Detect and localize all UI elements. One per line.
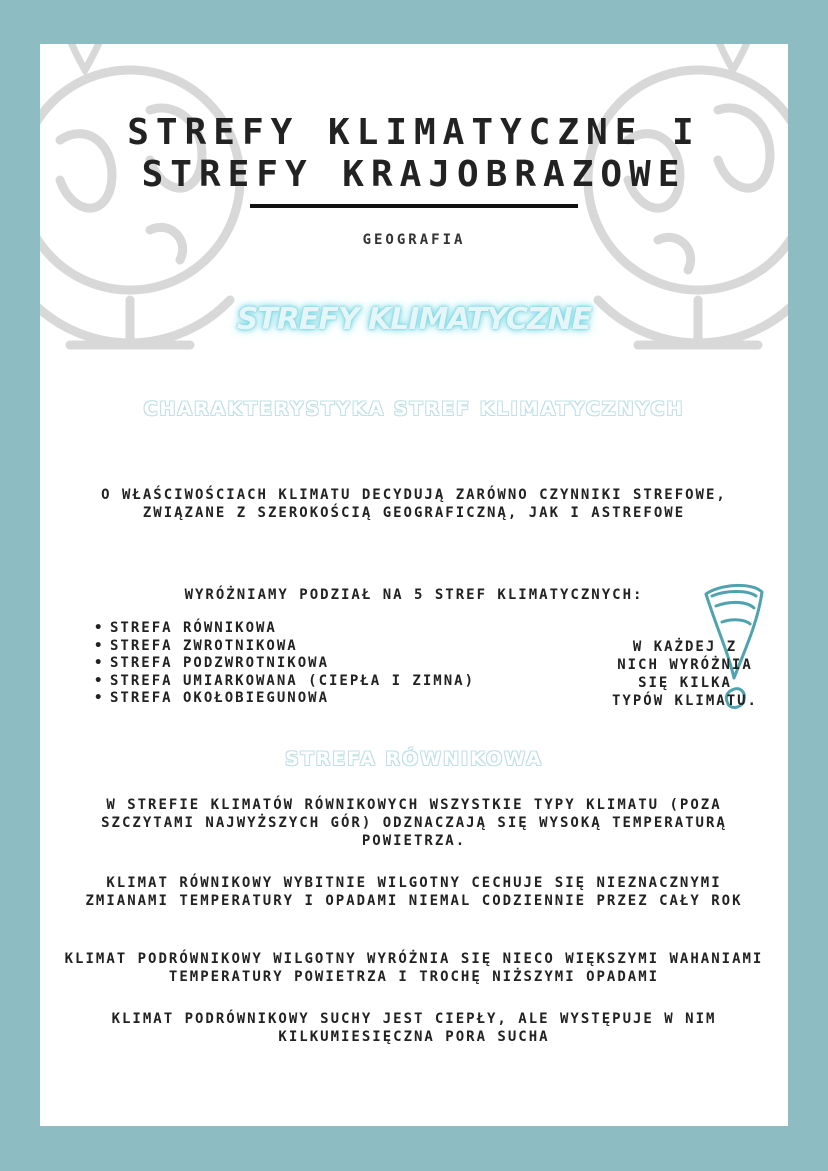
equatorial-paragraph: KLIMAT PODRÓWNIKOWY WILGOTNY WYRÓŻNIA SIĘ NIECO WIĘKSZYMI WAHANIAMI TEMPERATURY POWIETRZA I TROCHĘ NIŻSZYMI OPADAMI — [64, 951, 764, 985]
subject-label: GEOGRAFIA — [362, 232, 466, 248]
list-item: • STREFA UMIARKOWANA (CIEPŁA I ZIMNA) — [94, 673, 475, 691]
list-item: • STREFA PODZWROTNIKOWA — [94, 655, 475, 673]
map-pin-icon — [713, 44, 753, 70]
title-underline — [250, 204, 578, 208]
subheading-equatorial: STREFA RÓWNIKOWA — [285, 748, 543, 770]
title-line-2: STREFY KRAJOBRAZOWE — [141, 154, 687, 195]
document-page — [40, 44, 788, 1126]
zones-list — [94, 620, 475, 708]
map-pin-icon — [65, 44, 105, 70]
globe-icon — [40, 44, 260, 400]
section-title: STREFY KLIMATYCZNE — [236, 302, 592, 337]
division-lead: WYRÓŻNIAMY PODZIAŁ NA 5 STREF KLIMATYCZNYCH: — [184, 587, 644, 603]
equatorial-paragraph: W STREFIE KLIMATÓW RÓWNIKOWYCH WSZYSTKIE TYPY KLIMATU (POZA SZCZYTAMI NAJWYŻSZYCH GÓR) ODZNACZAJĄ SIĘ WYSOKĄ TEMPERATURĄ POWIETRZA. — [101, 797, 727, 849]
intro-paragraph: O WŁAŚCIWOŚCIACH KLIMATU DECYDUJĄ ZARÓWNO CZYNNIKI STREFOWE, ZWIĄZANE Z SZEROKOŚCIĄ GEOGRAFICZNĄ, JAK I ASTREFOWE — [101, 487, 727, 521]
list-item: • STREFA ZWROTNIKOWA — [94, 638, 475, 656]
equatorial-paragraph: KLIMAT PODRÓWNIKOWY SUCHY JEST CIEPŁY, ALE WYSTĘPUJE W NIM KILKUMIESIĘCZNA PORA SUCHA — [111, 1011, 717, 1045]
equatorial-paragraph: KLIMAT RÓWNIKOWY WYBITNIE WILGOTNY CECHUJE SIĘ NIEZNACZNYMI ZMIANAMI TEMPERATURY I OPADAMI NIEMAL CODZIENNIE PRZEZ CAŁY ROK — [85, 875, 743, 909]
title-line-1: STREFY KLIMATYCZNE I — [127, 112, 701, 153]
subheading-characteristics: CHARAKTERYSTYKA STREF KLIMATYCZNYCH — [143, 398, 685, 420]
note-text: W KAŻDEJ Z NICH WYRÓŻNIA SIĘ KILKA TYPÓW KLIMATU. — [611, 639, 758, 709]
globe-icon — [568, 44, 788, 400]
list-item: • STREFA OKOŁOBIEGUNOWA — [94, 690, 475, 708]
list-item: • STREFA RÓWNIKOWA — [94, 620, 475, 638]
page-title — [40, 112, 788, 196]
